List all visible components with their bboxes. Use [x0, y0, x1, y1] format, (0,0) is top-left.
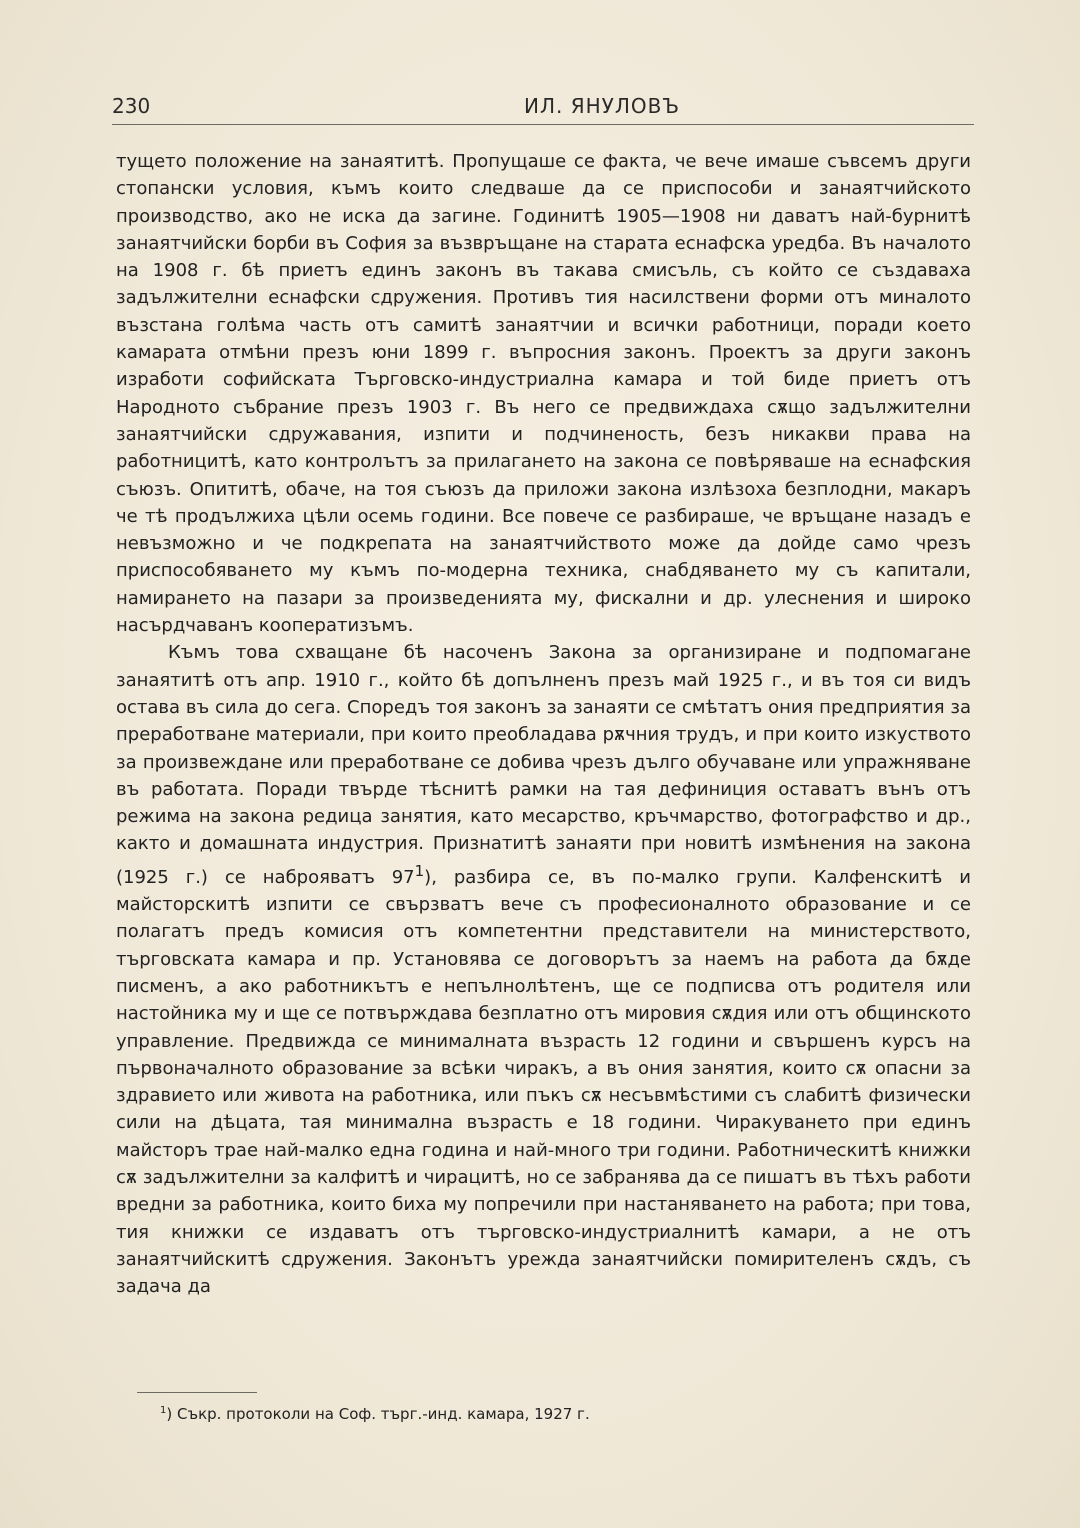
footnote-reference: 1 — [414, 861, 425, 880]
footnote — [160, 1405, 920, 1423]
footnote-marker: 1 — [160, 1405, 167, 1416]
paragraph-2-part-2: ), разбира се, въ по-малко групи. Калфенскитѣ и майсторскитѣ изпити се свързватъ вече съ професионалното образование и се полагатъ предъ комисия отъ компетентни представители на министерството, търговската камара и пр. Установява се договорътъ за наемъ на работа да бѫде писменъ, а ако работникътъ е непълнолѣтенъ, ще се подписва отъ родителя или настойника му и ще се потвърждава безплатно отъ мировия сѫдия или отъ общинското управление. Предвижда се минималната възрасть 12 години и свършенъ курсъ на първоначалното образование за всѣки чиракъ, а въ ония занятия, които сѫ опасни за здравието или живота на работника, или пъкъ сѫ несъвмѣстими съ слабитѣ физически сили на дѣцата, тая минимална възрасть е 18 години. Чиракуването при единъ майсторъ трае най-малко една година и най-много три години. Работническитѣ книжки сѫ задължителни за калфитѣ и чирацитѣ, но се забранява да се пишатъ въ тѣхъ работи вредни за работника, които биха му попречили при настаняването на работа; при това, тия книжки се издаватъ отъ търговско-индустриалнитѣ камари, а не отъ занаятчийскитѣ сдружения. Законътъ урежда занаятчийски помирителенъ сѫдъ, съ задача да — [116, 866, 971, 1298]
footnote-divider — [137, 1392, 257, 1393]
page-header — [112, 92, 974, 125]
page-number: 230 — [112, 94, 151, 118]
body-text — [116, 148, 971, 1300]
running-head: ИЛ. ЯНУЛОВЪ — [524, 94, 680, 118]
footnote-text: ) Съкр. протоколи на Соф. търг.-инд. камара, 1927 г. — [166, 1405, 590, 1423]
paragraph-2-part-1: Къмъ това схващане бѣ насоченъ Закона за организиране и подпомагане занаятитѣ отъ апр. 1910 г., който бѣ допълненъ презъ май 1925 г., и въ тоя си видъ остава въ сила до сега. Споредъ тоя законъ за занаяти се смѣтатъ ония предприятия за преработване материали, при които преобладава рѫчния трудъ, и при които изкуството за произвеждане или преработване се добива чрезъ дълго обучаване или упражняване въ работата. Поради твърде тѣснитѣ рамки на тая дефиниция оставатъ вънъ отъ режима на закона редица занятия, като месарство, кръчмарство, фотографство и др., както и домашната индустрия. Признатитѣ занаяти при новитѣ измѣнения на закона (1925 г.) се наброяватъ 97 — [116, 642, 971, 888]
paragraph-2 — [116, 639, 971, 1300]
paragraph-1: тущето положение на занаятитѣ. Пропущаше се факта, че вече имаше съвсемъ други стопански условия, къмъ които следваше да се приспособи и занаятчийското производство, ако не иска да загине. Годинитѣ 1905—1908 ни даватъ най-бурнитѣ занаятчийски борби въ София за възвръщане на старата еснафска уредба. Въ началото на 1908 г. бѣ приетъ единъ законъ въ такава смисъль, съ който се създаваха задължителни еснафски сдружения. Противъ тия насилствени форми отъ миналото възстана голѣма часть отъ самитѣ занаятчии и всички работници, поради което камарата отмѣни презъ юни 1899 г. въпросния законъ. Проектъ за други законъ изработи софийската Търговско-индустриална камара и той биде приетъ отъ Народното събрание презъ 1903 г. Въ него се предвиждаха сѫщо задължителни занаятчийски сдружавания, изпити и подчиненость, безъ никакви права на работницитѣ, като контролътъ за прилагането на закона се повѣряваше на еснафския съюзъ. Опититѣ, обаче, на тоя съюзъ да приложи закона излѣзоха безплодни, макаръ че тѣ продължиха цѣли осемь години. Все повече се разбираше, че връщане назадъ е невъзможно и че подкрепата на занаятчийството може да дойде само чрезъ приспособяването му къмъ по-модерна техника, снабдяването му съ капитали, намирането на пазари за произведенията му, фискални и др. улеснения и широко насърдчаванъ кооператизъмъ. — [116, 151, 971, 637]
